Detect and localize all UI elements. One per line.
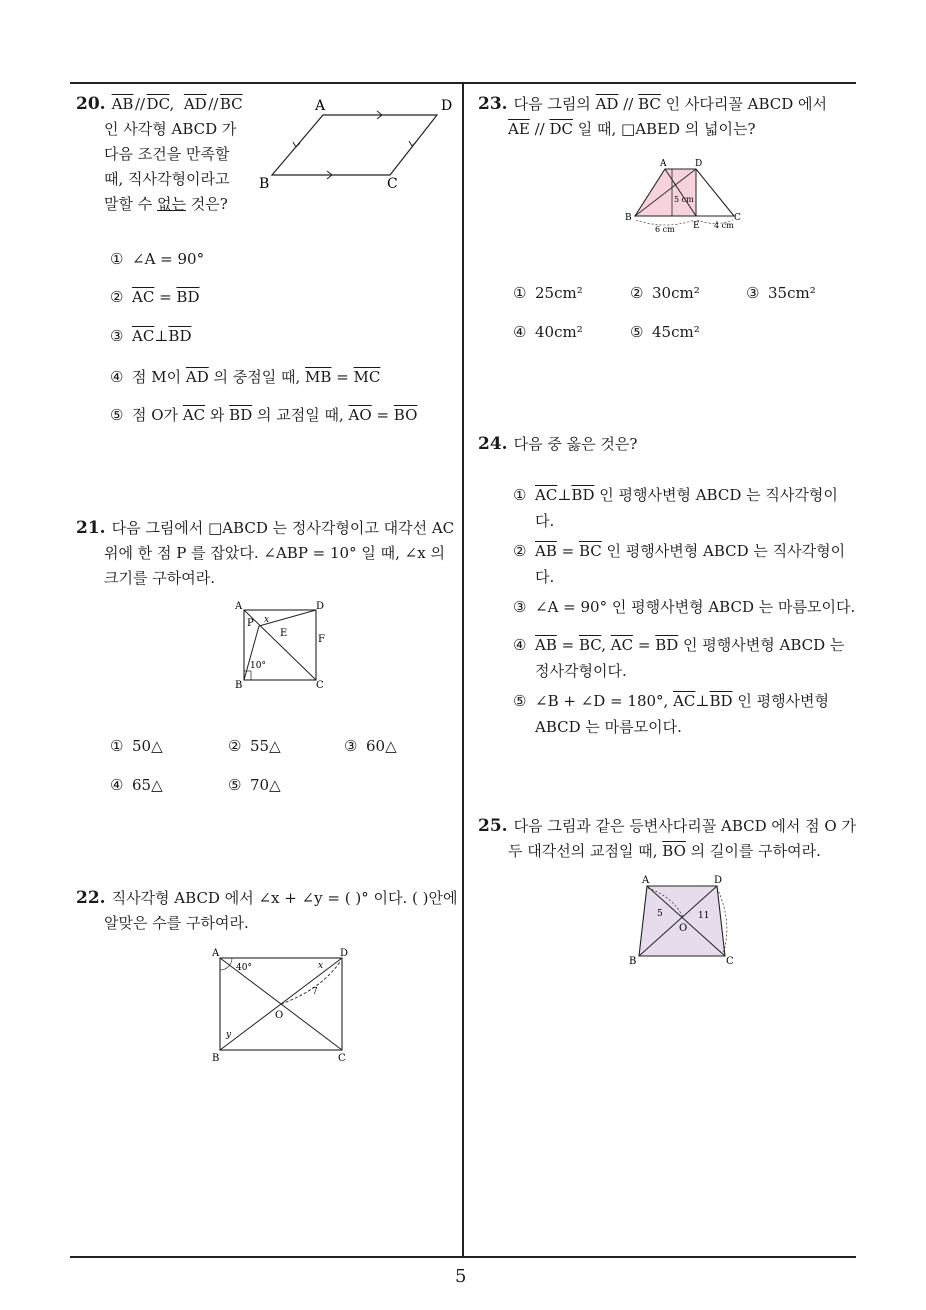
text: 직사각형 ABCD 에서 ∠x + ∠y = ( )° 이다. ( )안에 [111,889,458,907]
underlined-word: 없는 [157,195,186,213]
option-text [132,250,204,268]
text: 인 평행사변형 ABCD 는 직사각형이 [594,486,838,504]
option-number: ① [513,486,527,504]
text: 일 때, □ABED 의 넓이는? [572,120,756,138]
text: 의 교점일 때, [252,406,349,424]
text: 말할 수 [104,195,158,213]
label-x: x [264,615,270,625]
seg-dc: $\overline{DC}$ [549,120,573,138]
label-c: C [387,176,398,192]
q23-stem [478,92,858,142]
option-number: ① [110,250,124,268]
option-text [535,598,855,616]
label-c: C [338,1053,346,1064]
option-text-cont: 다. [535,512,555,530]
segment-overline: $\overline{BC}$ [578,542,602,560]
option-text-cont: 정사각형이다. [535,662,627,680]
label-d: D [441,98,453,114]
text: 다음 중 옳은 것은? [513,435,638,453]
text: 인 평행사변형 [732,692,830,710]
segment-overline: $\overline{BD}$ [168,327,192,345]
option-text: 50△ [132,737,163,755]
segment-overline: $\overline{MB}$ [305,368,332,386]
parallel: // [134,95,146,113]
q20-line1 [76,92,256,117]
text: = [154,288,177,306]
label-d: D [695,159,703,169]
q20-option-1[interactable] [110,250,204,268]
label-c: C [726,956,734,967]
q20-option-5[interactable] [110,404,417,425]
seg-ad: $\overline{AD}$ [183,95,207,113]
q23-option-5[interactable] [630,323,700,341]
q20-stem [76,92,256,217]
q23-option-4[interactable] [513,323,583,341]
q21-option-3[interactable] [344,737,397,755]
label-e: E [693,221,700,231]
q20-line5 [76,192,256,217]
text: = [371,406,394,424]
segment-overline: $\overline{AC}$ [182,406,206,424]
option-number: ⑤ [110,406,124,424]
option-number: ① [513,284,527,302]
option-number: ① [110,737,124,755]
label-o: O [275,1010,284,1021]
q24-option-3[interactable] [513,594,858,632]
q23-line2 [478,117,858,142]
label-10deg: 10° [250,661,266,671]
q23-line1 [478,92,858,117]
segment-overline: $\overline{AC}$ [132,288,155,306]
text: 다음 그림의 [513,95,596,113]
q20-line2: 인 사각형 ABCD 가 [104,120,237,138]
comma: , [169,95,175,113]
q21-option-1[interactable] [110,737,163,755]
text: 두 대각선의 교점일 때, [508,842,663,860]
q22-line1 [76,886,461,911]
option-text: 70△ [250,776,281,794]
option-number: ② [228,737,242,755]
q22-rectangle-figure [208,944,358,1064]
q20-number: 20. [76,94,106,114]
q24-option-5[interactable] [513,688,858,744]
q21-option-2[interactable] [228,737,281,755]
label-b: B [259,176,270,192]
text: ∠A = 90° 인 평행사변형 ABCD 는 마름모이다. [535,598,856,616]
q21-option-5[interactable] [228,776,281,794]
segment-overline: $\overline{BD}$ [176,288,200,306]
label-b: B [235,680,243,690]
label-y: y [226,1030,232,1040]
text: ⊥ [154,327,169,345]
text: = [556,636,579,654]
seg-ab: $\overline{AB}$ [111,95,134,113]
option-number: ⑤ [630,323,644,341]
label-a: A [660,159,667,169]
segment-overline: $\overline{BC}$ [578,636,602,654]
label-b: B [212,1053,220,1064]
text: 점 M이 [132,368,186,386]
seg-ae: $\overline{AE}$ [508,120,530,138]
option-text: 65△ [132,776,163,794]
label-b: B [629,956,637,967]
text: ∠B + ∠D = 180°, [535,692,674,710]
q20-line3: 다음 조건을 만족할 [104,145,230,163]
q22-stem [76,886,461,936]
q22-line2: 알맞은 수를 구하여라. [104,914,249,932]
label-d: D [340,948,349,959]
text: 인 평행사변형 ABCD 는 직사각형이 [601,542,846,560]
option-text: 45cm² [652,323,700,341]
q20-option-4[interactable] [110,366,380,387]
q21-square-figure [232,600,332,690]
q24-number: 24. [478,434,508,454]
text: = [633,636,656,654]
segment-overline: $\overline{AC}$ [610,636,634,654]
label-5cm: 5 cm [674,195,694,204]
seg-bc: $\overline{BC}$ [219,95,243,113]
option-number: ② [110,288,124,306]
option-number: ④ [513,323,527,341]
option-text-cont: ABCD 는 마름모이다. [535,718,682,736]
label-4cm: 4 cm [714,221,734,230]
q24-options [513,482,858,744]
seg-ad: $\overline{AD}$ [595,95,619,113]
option-text [132,368,380,386]
q25-stem [478,814,858,864]
option-text [535,692,829,710]
parallel: // [529,120,550,138]
segment-overline: $\overline{BD}$ [571,486,595,504]
q21-line3: 크기를 구하여라. [104,569,215,587]
q22-number: 22. [76,888,106,908]
label-5: 5 [657,909,663,919]
seg-bc: $\overline{BC}$ [638,95,661,113]
label-e: E [280,628,288,639]
segment-overline: $\overline{AB}$ [535,636,557,654]
segment-overline: $\overline{MC}$ [353,368,381,386]
q20-parallelogram-figure [255,95,460,195]
q20-line4: 때, 직사각형이라고 [104,170,230,188]
segment-overline: $\overline{AO}$ [348,406,372,424]
q25-isosceles-trapezoid-figure [625,872,745,967]
q24-stem [478,432,637,457]
option-number: ② [513,542,527,560]
label-p: P [247,618,254,629]
text: ⊥ [695,692,710,710]
option-text: 25cm² [535,284,583,302]
label-d: D [316,601,325,612]
q23-trapezoid-figure [622,154,747,234]
option-number: ⑤ [513,692,527,710]
option-number: ④ [513,636,527,654]
q25-line1 [478,814,858,839]
segment-overline: $\overline{AC}$ [673,692,696,710]
q21-number: 21. [76,518,106,538]
q25-number: 25. [478,816,508,836]
option-text [132,406,417,424]
text: 인 평행사변형 ABCD 는 [678,636,845,654]
option-text [132,327,191,345]
label-o: O [679,923,688,934]
parallel: // [618,95,639,113]
page-number: 5 [455,1266,467,1287]
q20-option-3[interactable] [110,327,191,345]
q24-option-4[interactable] [513,632,858,688]
label-f: F [318,634,325,645]
segment-overline: $\overline{AC}$ [132,327,155,345]
label-7: 7 [312,987,318,997]
parallel: // [208,95,219,113]
option-number: ④ [110,776,124,794]
option-number: ③ [513,598,527,616]
option-number: ③ [110,327,124,345]
q23-option-1[interactable] [513,284,583,302]
option-text [132,288,199,306]
q24-option-2[interactable] [513,538,858,594]
label-a: A [212,948,220,959]
q24-option-1[interactable] [513,482,858,538]
q21-stem [76,516,461,591]
label-a: A [315,98,326,114]
text: 다음 그림과 같은 등변사다리꼴 ABCD 에서 점 O 가 [513,817,856,835]
segment-overline: $\overline{AD}$ [185,368,209,386]
option-number: ⑤ [228,776,242,794]
text: ∠A = 90° [132,250,205,268]
text: 의 길이를 구하여라. [685,842,821,860]
option-number: ③ [344,737,358,755]
text: 점 O가 [132,406,183,424]
label-c: C [316,680,324,690]
q21-line1 [76,516,461,541]
option-text: 30cm² [652,284,700,302]
segment-overline: $\overline{BD}$ [709,692,733,710]
option-text [535,542,845,560]
bottom-rule [70,1256,856,1258]
q23-option-2[interactable] [630,284,700,302]
option-number: ④ [110,368,124,386]
label-6cm: 6 cm [655,225,675,234]
segment-overline: $\overline{AB}$ [535,542,557,560]
option-text [535,636,844,654]
label-c: C [734,213,741,223]
text: 의 중점일 때, [208,368,306,386]
label-11: 11 [698,911,710,921]
segment-overline: $\overline{BD}$ [655,636,679,654]
option-text: 35cm² [768,284,816,302]
segment-overline: $\overline{AC}$ [535,486,558,504]
label-a: A [642,875,650,886]
label-a: A [235,601,243,612]
q21-option-4[interactable] [110,776,163,794]
text: 인 사다리꼴 ABCD 에서 [660,95,828,113]
text: 와 [205,406,230,424]
text: 다음 그림에서 □ABCD 는 정사각형이고 대각선 AC [111,519,455,537]
option-text-cont: 다. [535,568,555,586]
q23-number: 23. [478,94,508,114]
text: 것은? [186,195,228,213]
segment-overline: $\overline{BD}$ [229,406,253,424]
option-number: ③ [746,284,760,302]
label-b: B [625,213,632,223]
text: = [331,368,354,386]
segment-overline: $\overline{BO}$ [393,406,418,424]
option-text: 60△ [366,737,397,755]
text: = [556,542,579,560]
seg-bo: $\overline{BO}$ [662,842,686,860]
q20-option-2[interactable] [110,288,199,306]
option-text: 55△ [250,737,281,755]
seg-dc: $\overline{DC}$ [146,95,170,113]
q25-line2 [478,839,858,864]
label-d: D [714,875,723,886]
option-number: ② [630,284,644,302]
option-text [535,486,838,504]
option-text: 40cm² [535,323,583,341]
text: ⊥ [557,486,572,504]
text: , [601,636,611,654]
q21-line2: 위에 한 점 P 를 잡았다. ∠ABP = 10° 일 때, ∠x 의 [104,544,445,562]
q23-option-3[interactable] [746,284,816,302]
label-40deg: 40° [236,963,252,973]
column-divider [462,82,464,1256]
label-x: x [318,961,324,971]
